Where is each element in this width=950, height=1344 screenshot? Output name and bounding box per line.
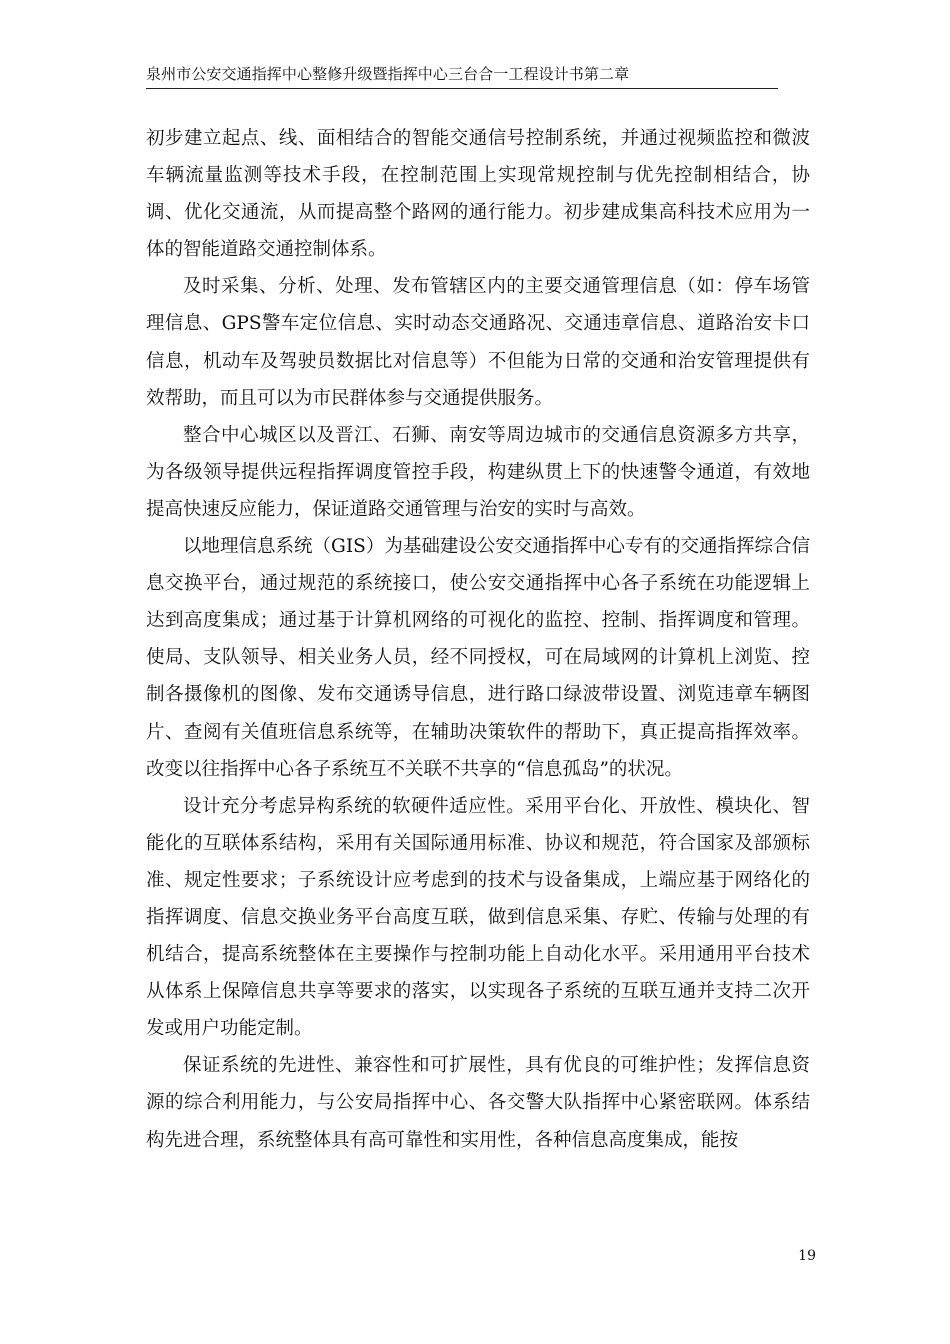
document-body [146,120,810,1159]
paragraph-6: 保证系统的先进性、兼容性和可扩展性，具有优良的可维护性；发挥信息资源的综合利用能力，与公安局指挥中心、各交警大队指挥中心紧密联网。体系结构先进合理，系统整体具有高可靠性和实用性，各种信息高度集成，能按 [146,1055,810,1151]
header-title: 泉州市公安交通指挥中心整修升级暨指挥中心三台合一工程设计书第二章 [146,65,630,83]
paragraph-3: 整合中心城区以及晋江、石狮、南安等周边城市的交通信息资源多方共享，为各级领导提供远程指挥调度管控手段，构建纵贯上下的快速警令通道，有效地提高快速反应能力，保证道路交通管理与治安的实时与高效。 [146,424,810,520]
page-header [146,64,778,89]
paragraph-5: 设计充分考虑异构系统的软硬件适应性。采用平台化、开放性、模块化、智能化的互联体系结构，采用有关国际通用标准、协议和规范，符合国家及部颁标准、规定性要求；子系统设计应考虑到的技术与设备集成，上端应基于网络化的指挥调度、信息交换业务平台高度互联，做到信息采集、存贮、传输与处理的有机结合，提高系统整体在主要操作与控制功能上自动化水平。采用通用平台技术从体系上保障信息共享等要求的落实，以实现各子系统的互联互通并支持二次开发或用户功能定制。 [146,795,810,1040]
paragraph-2: 及时采集、分析、处理、发布管辖区内的主要交通管理信息（如：停车场管理信息、GPS警车定位信息、实时动态交通路况、交通违章信息、道路治安卡口信息，机动车及驾驶员数据比对信息等）不但能为日常的交通和治安管理提供有效帮助，而且可以为市民群体参与交通提供服务。 [146,276,810,409]
page-number: 19 [798,1248,816,1264]
paragraph-1: 初步建立起点、线、面相结合的智能交通信号控制系统，并通过视频监控和微波车辆流量监测等技术手段，在控制范围上实现常规控制与优先控制相结合，协调、优化交通流，从而提高整个路网的通行能力。初步建成集高科技术应用为一体的智能道路交通控制体系。 [146,128,810,261]
paragraph-4: 以地理信息系统（GIS）为基础建设公安交通指挥中心专有的交通指挥综合信息交换平台，通过规范的系统接口，使公安交通指挥中心各子系统在功能逻辑上达到高度集成；通过基于计算机网络的可视化的监控、控制、指挥调度和管理。使局、支队领导、相关业务人员，经不同授权，可在局域网的计算机上浏览、控制各摄像机的图像、发布交通诱导信息，进行路口绿波带设置、浏览违章车辆图片、查阅有关值班信息系统等，在辅助决策软件的帮助下，真正提高指挥效率。改变以往指挥中心各子系统互不关联不共享的“信息孤岛”的状况。 [146,536,810,780]
